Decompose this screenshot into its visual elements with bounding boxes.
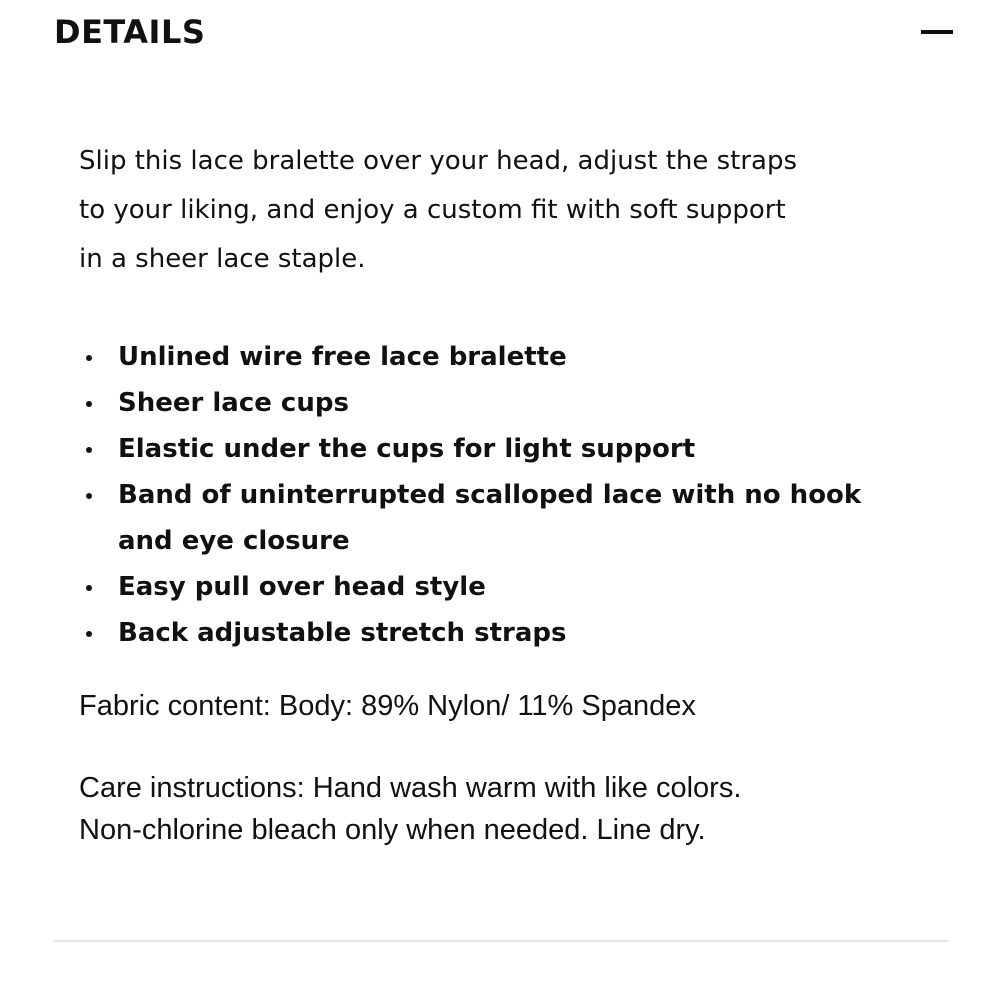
feature-text: Back adjustable stretch straps: [118, 618, 567, 648]
feature-text: Elastic under the cups for light support: [118, 434, 696, 464]
description-line: in a sheer lace staple.: [79, 244, 366, 274]
feature-list-item: [79, 334, 939, 380]
feature-text: Sheer lace cups: [118, 388, 349, 418]
feature-list-item: [79, 564, 939, 610]
care-line: Non-chlorine bleach only when needed. Line dry.: [79, 814, 706, 846]
feature-text: Easy pull over head style: [118, 572, 486, 602]
details-accordion-header[interactable]: [54, 10, 956, 54]
details-title: DETAILS: [54, 13, 206, 51]
feature-list-item: [79, 472, 939, 564]
feature-list-item: [79, 610, 939, 656]
care-instructions: [79, 767, 959, 851]
description-line: Slip this lace bralette over your head, adjust the straps: [79, 146, 798, 176]
collapse-toggle-button[interactable]: [920, 15, 954, 49]
feature-list: [79, 334, 939, 656]
feature-list-item: [79, 380, 939, 426]
product-description: [79, 137, 939, 284]
fabric-content: Fabric content: Body: 89% Nylon/ 11% Spandex: [79, 690, 696, 722]
minus-icon: [921, 30, 953, 34]
feature-text: Unlined wire free lace bralette: [118, 342, 567, 372]
section-divider: [54, 940, 948, 942]
care-line: Care instructions: Hand wash warm with like colors.: [79, 772, 742, 804]
feature-list-item: [79, 426, 939, 472]
feature-text: and eye closure: [118, 526, 350, 556]
feature-text: Band of uninterrupted scalloped lace with no hook: [118, 480, 862, 510]
description-line: to your liking, and enjoy a custom fit with soft support: [79, 195, 786, 225]
